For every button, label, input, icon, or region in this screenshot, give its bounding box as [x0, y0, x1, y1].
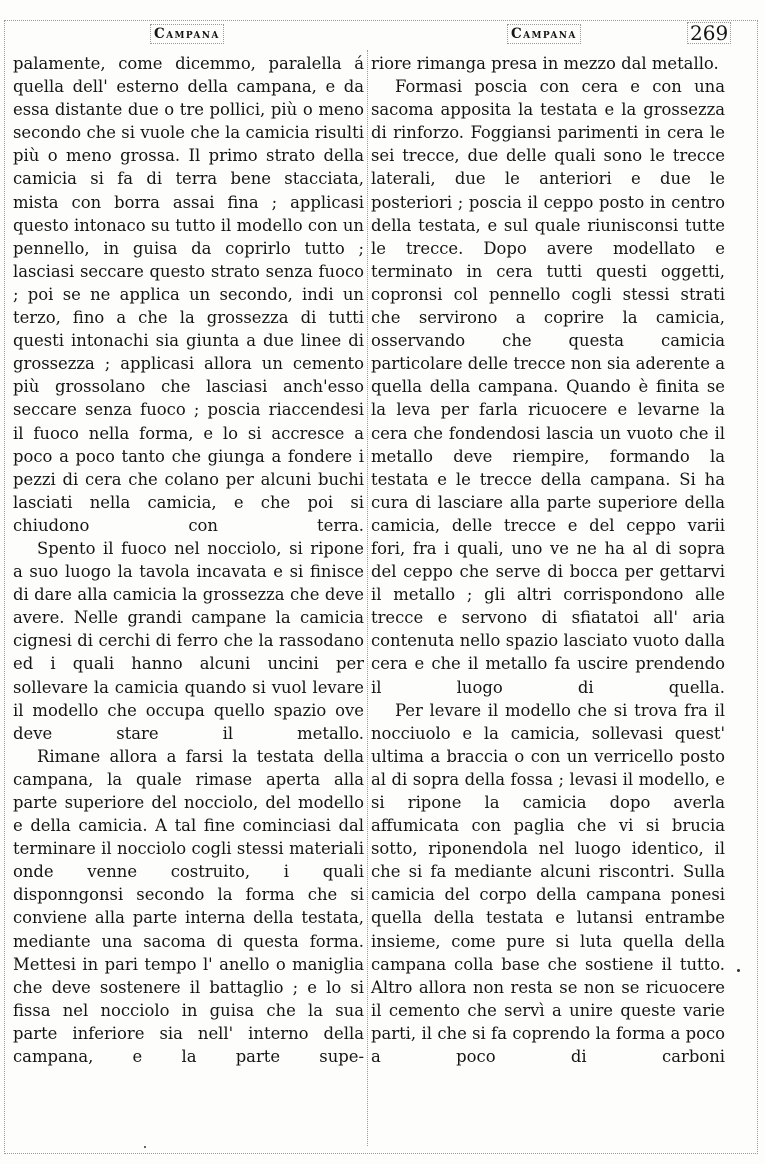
ink-speck: [737, 969, 740, 972]
running-header-left: Campana: [150, 24, 224, 44]
right-paragraph-3: Per levare il modello che si trova fra il nocciuolo e la camicia, sollevasi quest' ultima a braccia o con un verricello posto al di sopra della fossa ; levasi il modello, e si ripone la camicia dopo averla affumicata con paglia che vi si brucia sotto, riponendola nel luogo identico, il che si fa mediante alcuni riscontri. Sulla camicia del corpo della campana ponesi quella della testata e lutansi entrambe insieme, come pure si luta quella della campana colla base che sostiene il tutto. Altro allora non resta se non se ricuocere il cemento che servì a unire queste varie parti, il che si fa coprendo la forma a poco a poco di carboni: [371, 700, 725, 1067]
left-paragraph-3: Rimane allora a farsi la testata della campana, la quale rimase aperta alla parte superiore del nocciolo, del modello e della camicia. A tal fine cominciasi dal terminare il nocciolo cogli stessi materiali onde venne costruito, i quali disponngonsi secondo la forma che si conviene alla parte interna della testata, mediante una sacoma di questa forma. Mettesi in pari tempo l' anello o maniglia che deve sostenere il battaglio ; e lo si fissa nel nocciolo in guisa che la sua parte inferiore sia nell' interno della campana, e la parte supe-: [13, 746, 364, 1067]
right-column: [371, 52, 725, 1068]
right-paragraph-1: riore rimanga presa in mezzo dal metallo.: [371, 54, 719, 73]
page-number: 269: [687, 22, 731, 44]
left-paragraph-2: Spento il fuoco nel nocciolo, si ripone a suo luogo la tavola incavata e si finisce di dare alla camicia la grossezza che deve avere. Nelle grandi campane la camicia cignesi di cerchi di ferro che la rassodano ed i quali hanno alcuni uncini per sollevare la camicia quando si vuol levare il modello che occupa quello spazio ove deve stare il metallo.: [13, 538, 364, 743]
left-paragraph-1: palamente, come dicemmo, paralella á quella dell' esterno della campana, e da essa distante due o tre pollici, più o meno secondo che si vuole che la camicia risulti più o meno grossa. Il primo strato della camicia si fa di terra bene stacciata, mista con borra assai fina ; applicasi questo intonaco su tutto il modello con un pennello, in guisa da coprirlo tutto ; lasciasi seccare questo strato senza fuoco ; poi se ne applica un secondo, indi un terzo, fino a che la grossezza di tutti questi intonachi sia giunta a due linee di grossezza ; applicasi allora un cemento più grossolano che lasciasi anch'esso seccare senza fuoco ; poscia riaccendesi il fuoco nella forma, e lo si accresce a poco a poco tanto che giunga a fondere i pezzi di cera che colano per alcuni buchi lasciati nella camicia, e che poi si chiudono con terra.: [13, 54, 364, 535]
running-header-right: Campana: [507, 24, 581, 44]
left-column: [13, 52, 364, 1068]
column-divider: [367, 50, 368, 1146]
right-paragraph-2: Formasi poscia con cera e con una sacoma apposita la testata e la grossezza di rinforzo. Foggiansi parimenti in cera le sei trecce, due delle quali sono le trecce laterali, due le anteriori e due le posteriori ; poscia il ceppo posto in centro della testata, e sul quale riunisconsi tutte le trecce. Dopo avere modellato e terminato in cera tutti questi oggetti, copronsi col pennello cogli stessi strati che servirono a coprire la camicia, osservando che questa camicia particolare delle trecce non sia aderente a quella della campana. Quando è finita se la leva per farla ricuocere e levarne la cera che fondendosi lascia un vuoto che il metallo deve riempire, formando la testata e le trecce della campana. Si ha cura di lasciare alla parte superiore della camicia, delle trecce e del ceppo varii fori, fra i quali, uno ve ne ha al di sopra del ceppo che serve di bocca per gettarvi il metallo ; gli altri corrispondono alle trecce e servono di sfiatatoi all' aria contenuta nello spazio lasciato vuoto dalla cera e che il metallo fa uscire prendendo il luogo di quella.: [371, 77, 725, 697]
ink-speck: [144, 1146, 146, 1148]
